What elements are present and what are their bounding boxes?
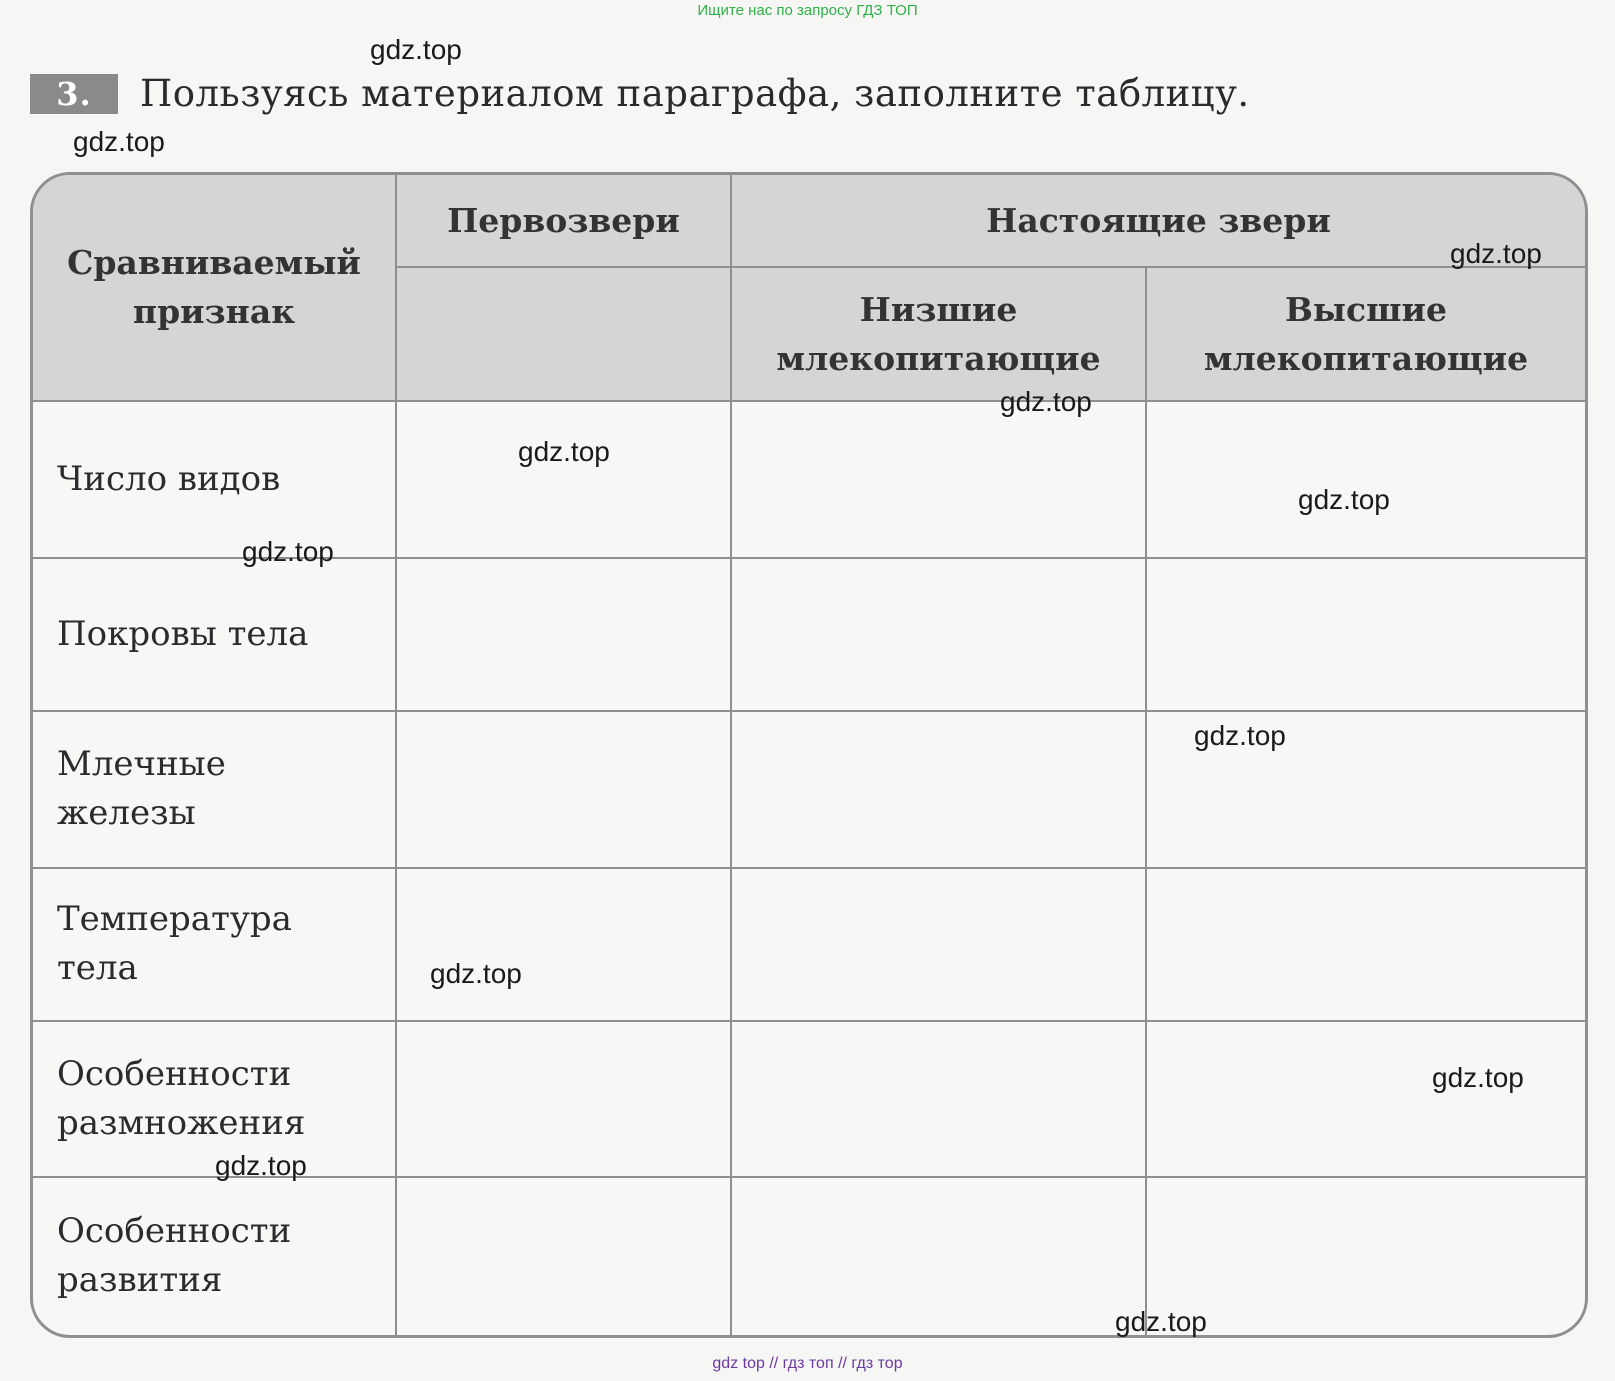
footer-separator: // <box>769 1355 779 1372</box>
footer-link[interactable]: гдз тор <box>851 1355 903 1372</box>
header-vysshie <box>1146 267 1585 400</box>
row-label: Особенности размножения <box>33 1021 396 1177</box>
row-label: Млечные железы <box>33 711 396 868</box>
row-label: Температура тела <box>33 868 396 1021</box>
header-pervozveri <box>396 175 731 267</box>
search-banner-link[interactable]: Ищите нас по запросу ГДЗ ТОП <box>697 2 918 19</box>
task-number-badge: 3. <box>30 74 118 114</box>
header-pervozveri-label: Первозвери <box>447 200 680 240</box>
answer-cell-pervozveri[interactable] <box>396 401 731 558</box>
row-label: Особенности развития <box>33 1177 396 1335</box>
answer-cell-vysshie[interactable] <box>1146 558 1585 711</box>
answer-cell-vysshie[interactable] <box>1146 868 1585 1021</box>
answer-cell-nizshie[interactable] <box>731 401 1146 558</box>
watermark: gdz.top <box>430 958 522 989</box>
table-row <box>33 558 1585 711</box>
row-label: Число видов <box>33 401 396 558</box>
table-row <box>33 868 1585 1021</box>
header-nizshie <box>731 267 1146 400</box>
answer-cell-vysshie[interactable] <box>1146 1021 1585 1177</box>
answer-cell-pervozveri[interactable] <box>396 558 731 711</box>
answer-cell-pervozveri[interactable] <box>396 1021 731 1177</box>
answer-cell-pervozveri[interactable] <box>396 868 731 1021</box>
answer-cell-nizshie[interactable] <box>731 558 1146 711</box>
header-nastoyashchie-label: Настоящие звери <box>986 200 1331 240</box>
watermark: gdz.top <box>1432 1062 1524 1093</box>
footer-link[interactable]: гдз топ <box>782 1355 834 1372</box>
watermark: gdz.top <box>1194 720 1286 751</box>
header-pervozveri-lower <box>396 267 731 400</box>
footer-link[interactable]: gdz top <box>712 1355 765 1372</box>
answer-cell-nizshie[interactable] <box>731 868 1146 1021</box>
answer-cell-vysshie[interactable] <box>1146 1177 1585 1335</box>
watermark: gdz.top <box>73 126 165 157</box>
watermark: gdz.top <box>1450 238 1542 269</box>
header-feature-label: Сравниваемый признак <box>67 242 361 332</box>
watermark: gdz.top <box>215 1150 307 1181</box>
bottom-links <box>0 1355 1615 1373</box>
answer-cell-nizshie[interactable] <box>731 711 1146 868</box>
watermark: gdz.top <box>1000 386 1092 417</box>
header-nizshie-label: Низшие млекопитающие <box>776 289 1101 379</box>
answer-cell-pervozveri[interactable] <box>396 711 731 868</box>
table-row <box>33 401 1585 558</box>
header-feature <box>33 175 396 401</box>
row-label: Покровы тела <box>33 558 396 711</box>
watermark: gdz.top <box>370 34 462 65</box>
table-row <box>33 711 1585 868</box>
watermark: gdz.top <box>518 436 610 467</box>
task-header <box>30 72 1250 115</box>
watermark: gdz.top <box>242 536 334 567</box>
table-row <box>33 1177 1585 1335</box>
answer-cell-pervozveri[interactable] <box>396 1177 731 1335</box>
answer-cell-vysshie[interactable] <box>1146 401 1585 558</box>
watermark: gdz.top <box>1298 484 1390 515</box>
task-instruction: Пользуясь материалом параграфа, заполните таблицу. <box>140 72 1250 115</box>
watermark: gdz.top <box>1115 1306 1207 1337</box>
footer-separator: // <box>838 1355 847 1372</box>
header-vysshie-label: Высшие млекопитающие <box>1203 289 1529 379</box>
answer-cell-nizshie[interactable] <box>731 1177 1146 1335</box>
answer-cell-nizshie[interactable] <box>731 1021 1146 1177</box>
